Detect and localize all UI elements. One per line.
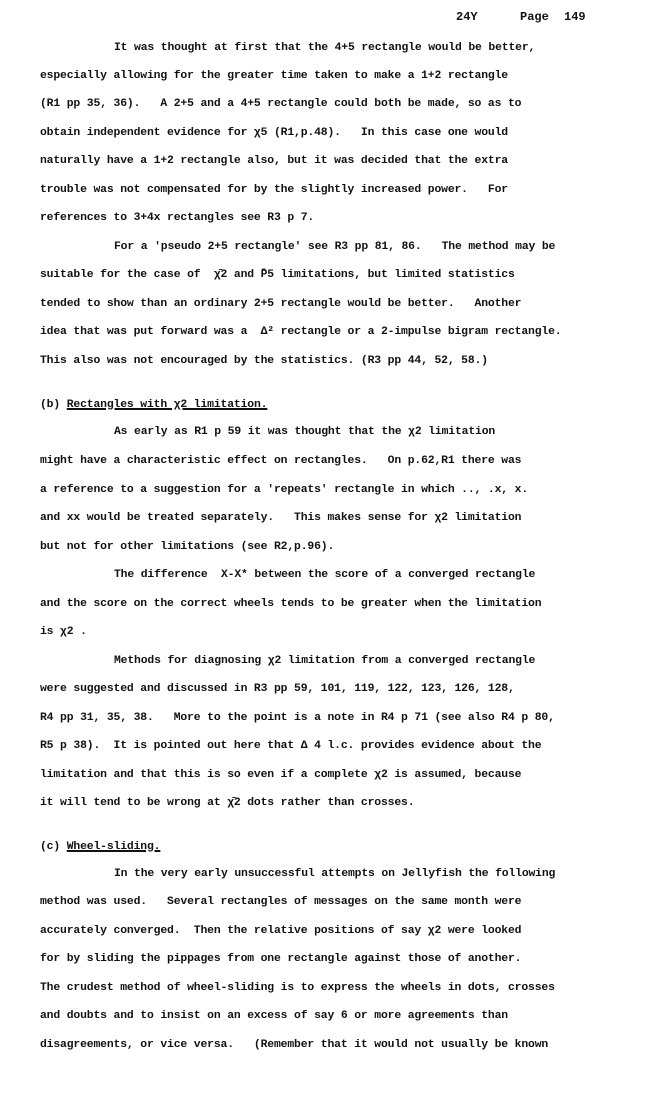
text-line: limitation and that this is so even if a complete χ2 is assumed, because — [40, 769, 522, 781]
text-line: suitable for the case of χ̄2 and P̄5 limitations, but limited statistics — [40, 269, 515, 281]
text-line: obtain independent evidence for χ5 (R1,p.48). In this case one would — [40, 127, 508, 139]
text-line: (R1 pp 35, 36). A 2+5 and a 4+5 rectangle could both be made, so as to — [40, 98, 522, 110]
text-line: R5 p 38). It is pointed out here that Δ 4 l.c. provides evidence about the — [40, 740, 542, 752]
text-line: idea that was put forward was a Δ² rectangle or a 2-impulse bigram rectangle. — [40, 326, 562, 338]
section-b-label: (b) — [40, 399, 61, 411]
text-line: For a 'pseudo 2+5 rectangle' see R3 pp 81, 86. The method may be — [114, 241, 556, 253]
text-line: references to 3+4x rectangles see R3 p 7. — [40, 212, 315, 224]
text-line: As early as R1 p 59 it was thought that the χ2 limitation — [114, 426, 496, 438]
text-line: for by sliding the pippages from one rectangle against those of another. — [40, 953, 522, 965]
text-line: is χ2 . — [40, 626, 87, 638]
text-line: The crudest method of wheel-sliding is to express the wheels in dots, crosses — [40, 982, 555, 994]
text-line: Methods for diagnosing χ2 limitation from a converged rectangle — [114, 655, 536, 667]
text-line: R4 pp 31, 35, 38. More to the point is a note in R4 p 71 (see also R4 p 80, — [40, 712, 555, 724]
page-label: Page — [520, 10, 549, 24]
text-line: especially allowing for the greater time taken to make a 1+2 rectangle — [40, 70, 508, 82]
text-line: tended to show than an ordinary 2+5 rectangle would be better. Another — [40, 298, 522, 310]
text-line: In the very early unsuccessful attempts on Jellyfish the following — [114, 868, 556, 880]
section-c-label: (c) — [40, 841, 61, 853]
section-b-heading — [40, 398, 267, 412]
text-line: trouble was not compensated for by the slightly increased power. For — [40, 184, 508, 196]
section-c-heading — [40, 840, 160, 854]
text-line: This also was not encouraged by the statistics. (R3 pp 44, 52, 58.) — [40, 355, 488, 367]
text-line: and doubts and to insist on an excess of say 6 or more agreements than — [40, 1010, 508, 1022]
document-reference: 24Y — [456, 10, 478, 24]
section-b-title: Rectangles with χ2 limitation. — [66, 399, 268, 411]
text-line: method was used. Several rectangles of messages on the same month were — [40, 896, 522, 908]
text-line: but not for other limitations (see R2,p.96). — [40, 541, 335, 553]
text-line: accurately converged. Then the relative positions of say χ2 were looked — [40, 925, 522, 937]
text-line: might have a characteristic effect on rectangles. On p.62,R1 there was — [40, 455, 522, 467]
text-line: were suggested and discussed in R3 pp 59, 101, 119, 122, 123, 126, 128, — [40, 683, 515, 695]
text-line: It was thought at first that the 4+5 rectangle would be better, — [114, 42, 536, 54]
text-line: naturally have a 1+2 rectangle also, but it was decided that the extra — [40, 155, 508, 167]
text-line: and the score on the correct wheels tends to be greater when the limitation — [40, 598, 542, 610]
page-number: 149 — [564, 10, 586, 24]
section-c-title: Wheel-sliding. — [66, 841, 161, 853]
text-line: The difference X-X* between the score of a converged rectangle — [114, 569, 536, 581]
text-line: it will tend to be wrong at χ̄2 dots rather than crosses. — [40, 797, 415, 809]
text-line: and xx would be treated separately. This makes sense for χ2 limitation — [40, 512, 522, 524]
text-line: a reference to a suggestion for a 'repeats' rectangle in which .., .x, x. — [40, 484, 529, 496]
text-line: disagreements, or vice versa. (Remember that it would not usually be known — [40, 1039, 549, 1051]
